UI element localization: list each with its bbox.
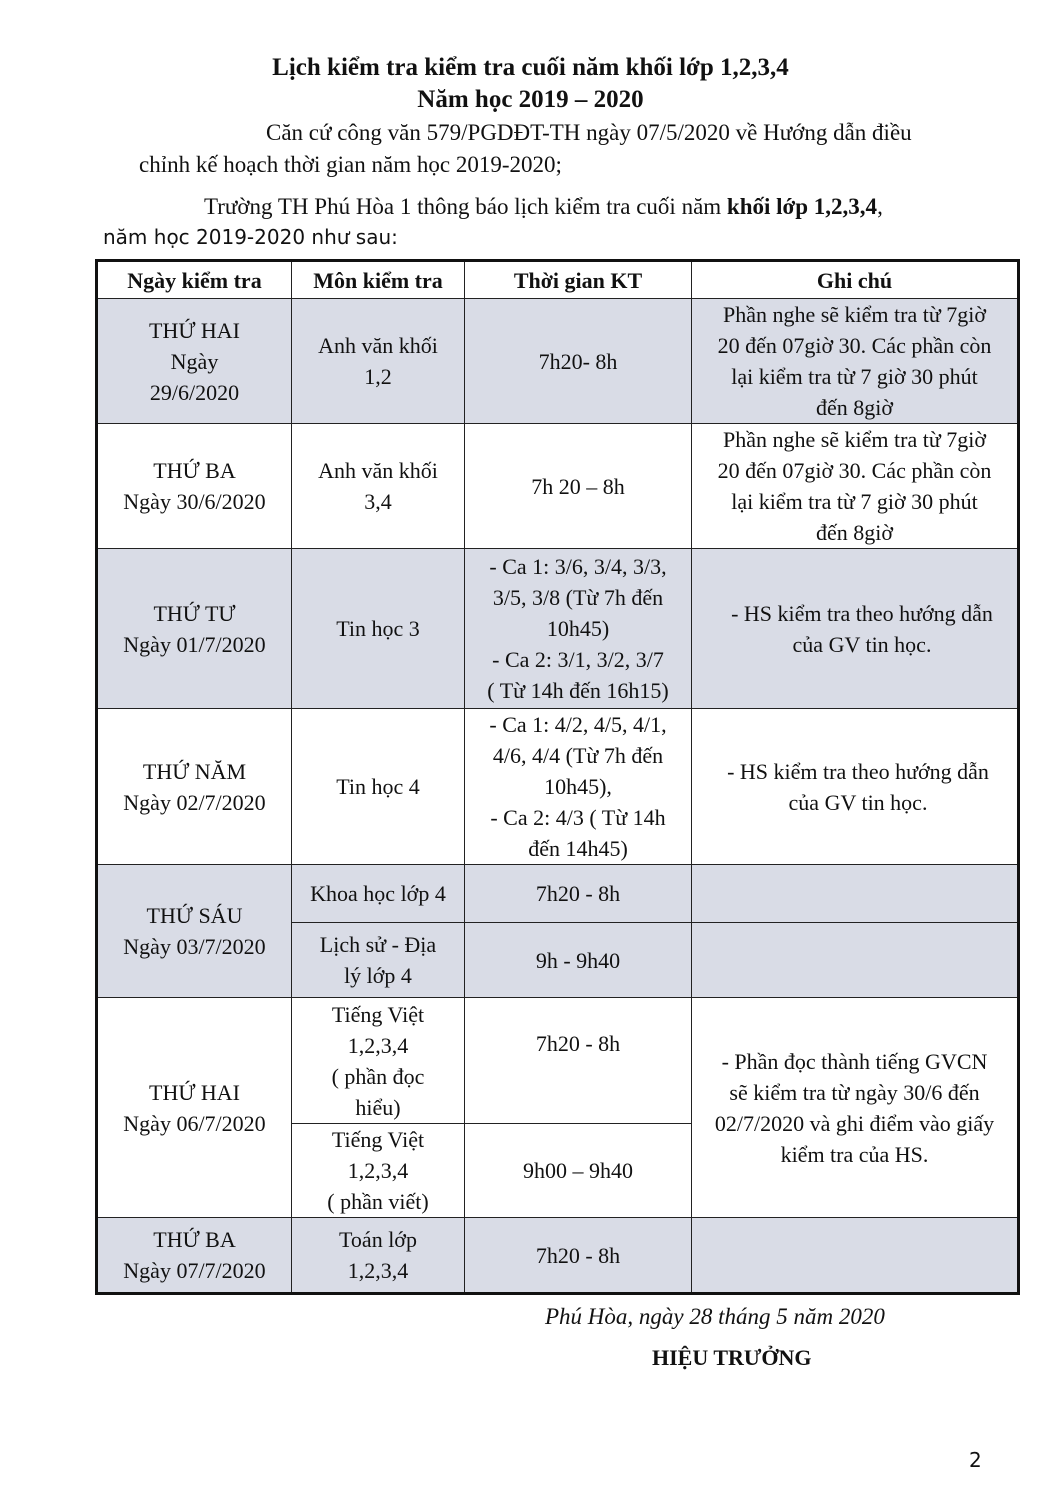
signature-date: Phú Hòa, ngày 28 tháng 5 năm 2020 [545, 1304, 885, 1329]
cell-line: THỨ NĂM [142, 758, 247, 784]
cell-line: THỨ BA [153, 1227, 236, 1252]
note-cell [692, 865, 1019, 923]
cell-line: lý lớp 4 [344, 963, 412, 988]
note-cell [692, 923, 1019, 998]
cell-line: 7h20 - 8h [535, 1031, 621, 1056]
subject-cell [292, 1124, 465, 1218]
cell-line: Tiếng Việt [331, 1127, 425, 1152]
cell-line: hiểu) [355, 1094, 401, 1120]
cell-line: Ngày 30/6/2020 [123, 489, 266, 514]
cell-line: 10h45) [546, 616, 610, 641]
time-cell [465, 998, 692, 1124]
subject-cell [292, 299, 465, 424]
cell-line: 02/7/2020 và ghi điểm vào giấy [714, 1110, 995, 1136]
intro-line-2: chỉnh kế hoạch thời gian năm học 2019-2020; [139, 152, 562, 177]
note-cell [692, 998, 1019, 1218]
cell-line: Tiếng Việt [331, 1001, 425, 1027]
intro-line-4: năm học 2019-2020 như sau: [103, 225, 398, 249]
table-row [97, 1218, 1019, 1294]
time-cell [465, 865, 692, 923]
cell-line: 3/5, 3/8 (Từ 7h đến [492, 585, 664, 610]
schedule-table [95, 259, 1020, 1295]
cell-line: 1,2 [364, 364, 392, 389]
note-cell [692, 299, 1019, 424]
cell-line: lại kiểm tra từ 7 giờ 30 phút [731, 364, 978, 389]
cell-line: - Phần đọc thành tiếng GVCN [721, 1048, 988, 1074]
table-header-row [97, 261, 1019, 299]
intro-line-3 [204, 191, 883, 222]
cell-line: đến 8giờ [815, 395, 893, 420]
note-cell [692, 709, 1019, 865]
cell-line: đến 8giờ [815, 520, 893, 545]
table-row [97, 549, 1019, 709]
header-subject: Môn kiểm tra [292, 261, 465, 299]
note-cell [692, 549, 1019, 709]
cell-line: kiểm tra của HS. [780, 1141, 929, 1167]
subject-cell [292, 424, 465, 549]
table-row [97, 424, 1019, 549]
cell-line: 20 đến 07giờ 30. Các phần còn [717, 333, 992, 358]
cell-line: ( phần đọc [331, 1063, 425, 1089]
subject-cell [292, 549, 465, 709]
cell-line: Ngày 02/7/2020 [123, 789, 266, 815]
cell-line: của GV tin học. [792, 631, 932, 657]
subject-cell [292, 865, 465, 923]
time-cell [465, 424, 692, 549]
subject-cell [292, 923, 465, 998]
cell-line: sẽ kiểm tra từ ngày 30/6 đến [729, 1079, 980, 1105]
day-cell [97, 299, 292, 424]
cell-line: Tin học 4 [336, 774, 420, 799]
header-day: Ngày kiểm tra [97, 261, 292, 299]
cell-line: 1,2,3,4 [347, 1032, 409, 1058]
cell-line: - Ca 1: 4/2, 4/5, 4/1, [489, 712, 667, 737]
cell-line: Lịch sử - Địa [319, 932, 437, 957]
day-cell [97, 424, 292, 549]
table-row [97, 998, 1019, 1124]
day-cell [97, 549, 292, 709]
cell-line: lại kiểm tra từ 7 giờ 30 phút [731, 489, 978, 514]
cell-line: 9h - 9h40 [535, 947, 621, 973]
cell-line: ( Từ 14h đến 16h15) [487, 678, 669, 703]
day-cell [97, 998, 292, 1218]
cell-line: Phần nghe sẽ kiểm tra từ 7giờ [722, 427, 987, 452]
cell-line: 1,2,3,4 [347, 1258, 409, 1283]
document-title: Lịch kiểm tra kiểm tra cuối năm khối lớp 1,2,3,4 [272, 54, 789, 81]
time-cell [465, 709, 692, 865]
cell-line: Tin học 3 [336, 616, 420, 641]
cell-line: - HS kiểm tra theo hướng dẫn [727, 758, 989, 784]
cell-line: 29/6/2020 [149, 379, 240, 405]
cell-line: 1,2,3,4 [347, 1158, 409, 1183]
note-cell [692, 424, 1019, 549]
cell-line: Toán lớp [339, 1227, 417, 1252]
table-row [97, 709, 1019, 865]
time-cell [465, 923, 692, 998]
day-cell [97, 1218, 292, 1294]
note-cell [692, 1218, 1019, 1294]
cell-line: THỨ TƯ [153, 600, 236, 626]
cell-line: 7h20- 8h [538, 348, 618, 374]
cell-line: Anh văn khối [318, 333, 438, 358]
cell-line: Ngày 07/7/2020 [123, 1258, 266, 1283]
table-row [97, 299, 1019, 424]
cell-line: - HS kiểm tra theo hướng dẫn [731, 600, 993, 626]
cell-line: Ngày 03/7/2020 [123, 934, 266, 959]
subject-cell [292, 998, 465, 1124]
cell-line: 7h20 - 8h [535, 1242, 621, 1268]
cell-line: Ngày [170, 348, 219, 374]
intro-line-3-prefix: Trường TH Phú Hòa 1 thông báo lịch kiểm tra cuối năm [204, 194, 727, 219]
document-subtitle: Năm học 2019 – 2020 [417, 86, 644, 113]
cell-line: đến 14h45) [528, 836, 628, 861]
day-cell [97, 709, 292, 865]
intro-line-3-bold: khối lớp 1,2,3,4 [726, 194, 878, 219]
cell-line: 20 đến 07giờ 30. Các phần còn [717, 458, 992, 483]
day-cell [97, 865, 292, 998]
cell-line: của GV tin học. [788, 789, 928, 815]
cell-line: THỨ SÁU [146, 903, 243, 928]
cell-line: THỨ HAI [149, 317, 240, 343]
cell-line: 7h 20 – 8h [531, 473, 625, 499]
cell-line: - Ca 2: 4/3 ( Từ 14h [490, 805, 666, 830]
cell-line: Khoa học lớp 4 [310, 881, 446, 906]
cell-line: - Ca 1: 3/6, 3/4, 3/3, [489, 554, 667, 579]
subject-cell [292, 709, 465, 865]
subject-cell [292, 1218, 465, 1294]
cell-line: 10h45), [544, 774, 612, 799]
header-time: Thời gian KT [465, 261, 692, 299]
cell-line: THỨ BA [153, 458, 236, 483]
intro-line-1: Căn cứ công văn 579/PGDĐT-TH ngày 07/5/2020 về Hướng dẫn điều [266, 120, 912, 145]
page-number: 2 [969, 1448, 982, 1472]
cell-line: Ngày 01/7/2020 [123, 631, 266, 657]
time-cell [465, 1124, 692, 1218]
header-note: Ghi chú [692, 261, 1019, 299]
cell-line: 3,4 [364, 489, 392, 514]
intro-line-3-suffix: , [877, 194, 883, 219]
cell-line: 7h20 - 8h [535, 881, 621, 906]
cell-line: Anh văn khối [318, 458, 438, 483]
cell-line: - Ca 2: 3/1, 3/2, 3/7 [492, 647, 664, 672]
time-cell [465, 549, 692, 709]
cell-line: Phần nghe sẽ kiểm tra từ 7giờ [722, 302, 987, 327]
cell-line: THỨ HAI [149, 1079, 240, 1105]
cell-line: 4/6, 4/4 (Từ 7h đến [492, 743, 664, 768]
table-row [97, 865, 1019, 923]
time-cell [465, 1218, 692, 1294]
cell-line: ( phần viết) [327, 1189, 429, 1214]
signer-title: HIỆU TRƯỞNG [652, 1345, 812, 1370]
cell-line: 9h00 – 9h40 [523, 1158, 633, 1183]
cell-line: Ngày 06/7/2020 [123, 1110, 266, 1136]
time-cell [465, 299, 692, 424]
